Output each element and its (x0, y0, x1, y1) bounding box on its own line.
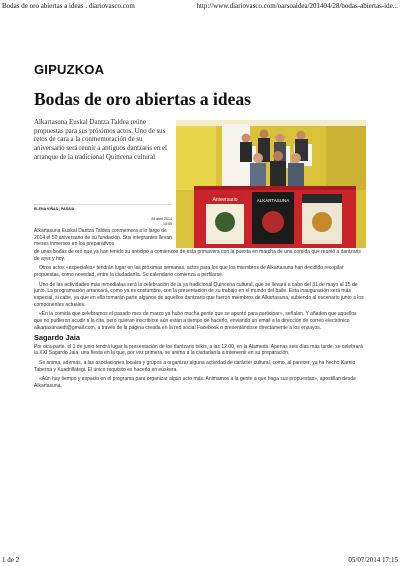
body-paragraph-6: Se anima, además, a las asociaciones locales y grupos a organizar alguna actividad de carácter cultural, como, al parecer, ya ha hecho Karnio Taberna y Kuadrillategi. El único requisito es hacerlo en euskera. (34, 360, 356, 373)
print-footer (0, 554, 400, 566)
body-paragraph-3: Uno de las actividades más inmediatas será la celebración de la ya tradicional Quincena cultural, que se llevará a cabo del 31 de mayo al 15 de junio. La programación arrancará, como ya es costumbre, con la presentación de su trabajo en el mundo del baile. Esta inauguración será más especial, si cabe, ya que en ella tomarán parte algunos de aquellos dantzaris que fueron miembros de Alkartasuna, subiendo al escenario junto a los componentes actuales. (34, 281, 364, 308)
byline-author: ELENA VIÑAS (34, 207, 59, 211)
byline: ELENA VIÑAS|PASAIA 28 abril 2014 10:55 (34, 204, 172, 227)
byline-date: 28 abril 2014 (151, 217, 172, 221)
page-tab-title: Bodas de oro abiertas a ideas . diariovasco.com (2, 2, 135, 10)
page-url[interactable]: http://www.diariovasco.com/oarsoaldea/201404/28/bodas-abiertas-ide... (196, 2, 398, 10)
body-paragraph-7: «Aún hay tiempo y espacio en el programa para organizar algún acto más. Animamos a la gente a que haga sus propuestas», apostillan desde Alkartasuna. (34, 376, 356, 390)
body-paragraph-1: de unas bodas de oro que ya han tenido su anticipo a comienzos de esta primavera con la puesta en marcha de una comida que reunió a dantzaris de ayer y hoy. (34, 249, 361, 262)
page-number: 1 de 2 (2, 556, 20, 564)
photo-illustration (176, 120, 366, 248)
body-paragraph-2: Otros actos «especiales» tendrán lugar en las próximas semanas, actos para los que los miembros de Alkartasuna han decidido recopilar propuestas, como novedad, entre la ciudadanía. Su calendario comienza a perfilarse. (34, 265, 344, 278)
byline-location: PASAIA (60, 207, 75, 211)
poster-text-1: Aniversario (212, 197, 238, 203)
body-first-lines: Alkartasuna Euskal Dantza Taldea conmemora a lo largo de 2014 el 50 aniversario de su fundación. Sus integrantes llevan meses inmersos en los preparativos (34, 228, 172, 248)
byline-datetime (34, 217, 172, 227)
print-datetime: 05/07/2014 17:15 (348, 556, 398, 564)
article-body (34, 249, 366, 393)
lead-paragraph: Alkartasuna Euskal Dantza Taldea reúne propuestas para sus próximos actos. Uno de sus retos de cara a la conmemoración de su aniversario será reunir a antiguos dantzaris en el arranque de la tradicional Quincena cultural (34, 119, 167, 161)
subheading: Sagardo Jaia (34, 333, 81, 343)
byline-time: 10:55 (163, 222, 172, 226)
body-paragraph-5: Por otra parte, el 1 de junio tendrá lugar la presentación de los dantzaris txikis, a las 12.00, en la Alameda. Apenas seis días más tarde, se celebrará la XXI Sagardo Jaia, una fiesta en la que, por vez primera, se anima a la ciudadanía a intervenir en su preparación. (34, 343, 363, 357)
body-paragraph-4: «En la comida que celebramos el pasado mes de marzo ya hubo mucha gente que se apuntó para participar», señalan. Y añaden que aquellos que no pudieron acudir a la cita, pero quieran inscribirse aún están a tiempo de hacerlo, enviando un email a la dirección de correo electrónico alkartasunaedt@gmail.com, a través de la página creada en la red social Facebook o presentándose directamente a los ensayos. (34, 311, 357, 331)
article-photo (176, 120, 366, 248)
headline: Bodas de oro abiertas a ideas (34, 89, 251, 109)
print-header (0, 0, 400, 12)
poster-text-2: ALKARTASUNA (256, 198, 290, 203)
section-label[interactable]: GIPUZKOA (34, 62, 105, 77)
